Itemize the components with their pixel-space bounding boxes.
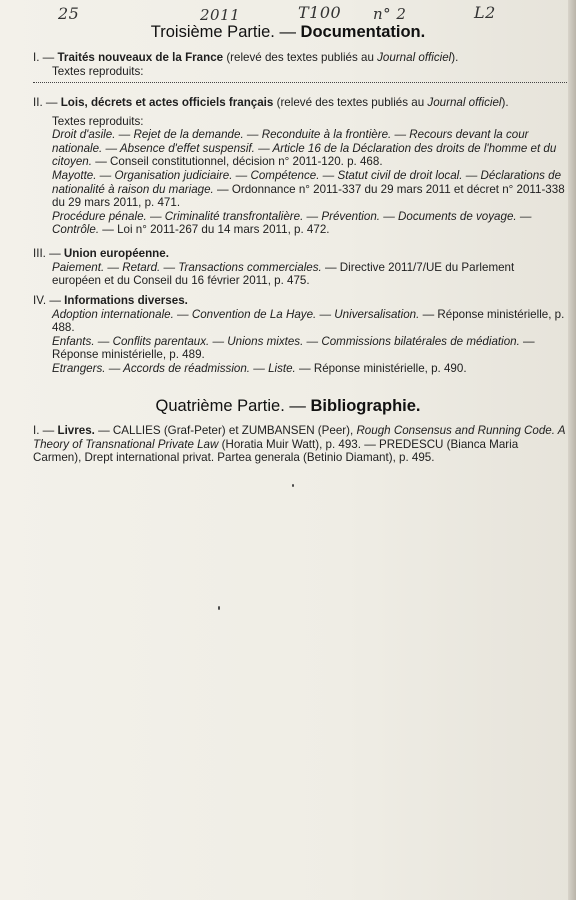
entry-reference: — Réponse ministérielle, p. 489.	[52, 334, 535, 362]
entry-children	[33, 335, 567, 362]
book-references: (Horatia Muir Watt), p. 493. — PREDESCU (Bianca Maria Carmen), Drept international privat. Partea generala (Betinio Diamant), p. 495.	[33, 437, 519, 465]
entry-adoption	[33, 308, 567, 335]
entry-keywords: Paiement. — Retard. — Transactions commerciales.	[52, 260, 322, 274]
section-title: Livres.	[57, 424, 95, 437]
handwritten-note-volume: 25	[58, 4, 80, 23]
entry-keywords: Enfants. — Conflits parentaux. — Unions mixtes. — Commissions bilatérales de médiation.	[52, 334, 520, 348]
section-note: (relevé des textes publiés au	[273, 96, 428, 109]
entry-reference: — Directive 2011/7/UE du Parlement européen et du Conseil du 16 février 2011, p. 475.	[52, 260, 515, 288]
section-eu	[33, 247, 563, 288]
entry-reference: — Conseil constitutionnel, décision n° 2011-120. p. 468.	[91, 155, 383, 169]
entry-reference: — Réponse ministérielle, p. 490.	[295, 361, 467, 375]
section-number: I. —	[33, 51, 58, 64]
handwritten-note-tome: T100	[298, 3, 342, 22]
entry-foreigners	[33, 362, 567, 376]
section-information	[33, 294, 567, 376]
part-three-title	[0, 23, 576, 42]
section-note: (relevé des textes publiés au	[223, 51, 378, 64]
section-number: IV. —	[33, 294, 65, 307]
journal-name: Journal officiel	[377, 51, 452, 64]
section-number: I. —	[33, 424, 58, 437]
entry-keywords: Mayotte. — Organisation judiciaire. — Compétence. — Statut civil de droit local. — Déclarations de nationalité à raison du mariage.	[52, 168, 562, 196]
dotted-separator	[33, 82, 573, 83]
part-three-prefix: Troisième Partie. —	[150, 23, 301, 41]
handwritten-note-number: n° 2	[373, 5, 407, 23]
page-edge-shadow	[568, 0, 576, 900]
section-treaties-heading	[33, 51, 563, 65]
texts-reproduced-label: Textes reproduits:	[52, 114, 144, 128]
part-four-title	[0, 397, 576, 416]
texts-reproduced-label: Textes reproduits:	[52, 64, 144, 78]
entry-mayotte	[33, 169, 567, 210]
part-four-bold: Bibliographie.	[310, 397, 421, 415]
handwritten-note-shelf: L2	[474, 3, 496, 22]
section-number: III. —	[33, 247, 64, 260]
entry-criminal-procedure	[33, 210, 567, 237]
section-books	[33, 424, 567, 465]
scan-speck	[292, 484, 294, 487]
entry-asylum	[33, 128, 567, 169]
section-information-heading	[33, 294, 567, 308]
entry-reference: — Loi n° 2011-267 du 14 mars 2011, p. 472.	[99, 223, 330, 237]
section-treaties	[33, 51, 563, 78]
section-eu-heading	[33, 247, 563, 261]
entry-keywords: Procédure pénale. — Criminalité transfrontalière. — Prévention. — Documents de voyage. — Contrôle.	[52, 209, 532, 237]
journal-name: Journal officiel	[427, 96, 502, 109]
book-authors: — CALLIES (Graf-Peter) et ZUMBANSEN (Peer),	[94, 424, 357, 437]
part-four-prefix: Quatrième Partie. —	[155, 397, 311, 415]
section-title: Union européenne.	[63, 247, 169, 260]
section-title: Informations diverses.	[64, 294, 188, 307]
section-laws-heading	[33, 96, 567, 110]
section-note-end: ).	[501, 96, 509, 109]
entry-reference: — Réponse ministérielle, p. 488.	[52, 307, 565, 335]
section-books-entry	[33, 424, 567, 465]
entry-reference: — Ordonnance n° 2011-337 du 29 mars 2011 et décret n° 2011-338 du 29 mars 2011, p. 471.	[52, 182, 565, 210]
entry-keywords: Adoption internationale. — Convention de La Haye. — Universalisation.	[52, 307, 420, 321]
section-title: Traités nouveaux de la France	[57, 51, 224, 64]
entry-keywords: Etrangers. — Accords de réadmission. — Liste.	[52, 361, 296, 375]
section-laws	[33, 96, 567, 237]
entry-payment	[33, 261, 563, 288]
handwritten-note-year: 2011	[200, 6, 241, 24]
scan-speck	[218, 606, 220, 610]
entry-keywords: Droit d'asile. — Rejet de la demande. — Reconduite à la frontière. — Recours devant la cour nationale. — Absence d'effet suspensif. — Article 16 de la Déclaration des droits de l'homme et du citoyen.	[52, 128, 557, 169]
section-title: Lois, décrets et actes officiels français	[60, 96, 274, 109]
part-three-bold: Documentation.	[300, 23, 426, 41]
section-note-end: ).	[451, 51, 459, 64]
book-title: Rough Consensus and Running Code. A Theory of Transnational Private Law	[33, 424, 566, 451]
section-number: II. —	[33, 96, 61, 109]
